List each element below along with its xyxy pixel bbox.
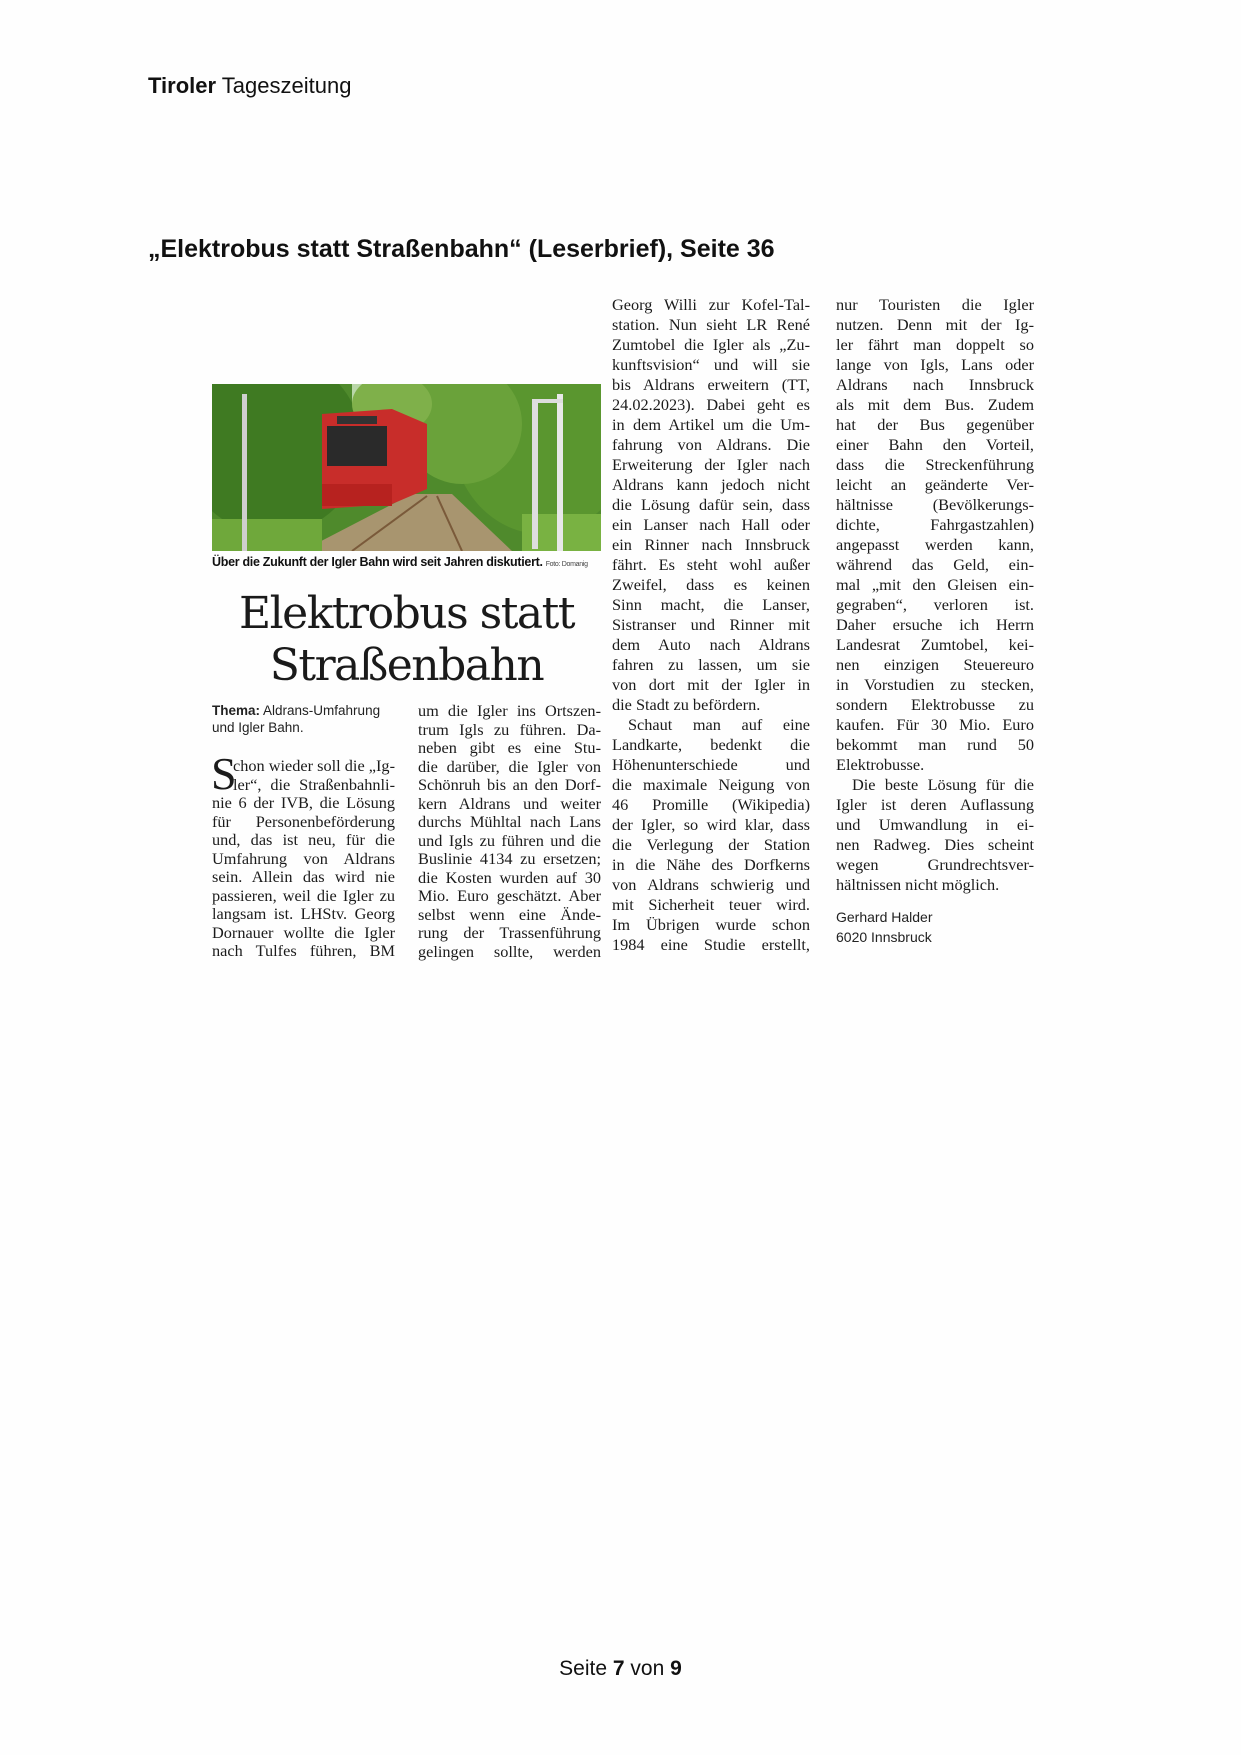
text-line: Die beste Lösung für die — [852, 775, 1034, 794]
total-pages: 9 — [670, 1657, 682, 1680]
text-line: leicht an geänderte Ver- — [836, 475, 1034, 494]
text-line: mit Sicherheit teuer wird. — [612, 895, 810, 914]
text-line: fahren zu lassen, um sie — [612, 655, 810, 674]
text-line: Aldrans kann jedoch nicht — [612, 475, 810, 494]
text-line: die Kosten wurden auf 30 — [418, 867, 601, 887]
text-line: lange von Igls, Lans oder — [836, 355, 1034, 374]
text-line: hältnissen nicht möglich. — [836, 875, 1000, 894]
text-line: nur Touristen die Igler — [836, 295, 1034, 314]
text-line: der Igler, so wird klar, dass — [612, 815, 810, 834]
text-line: kunftsvision“ und will sie — [612, 355, 810, 374]
text-line: 1984 eine Studie erstellt, — [612, 935, 810, 954]
headline-line-1: Elektrobus statt — [238, 588, 575, 639]
text-line: station. Nun sieht LR René — [612, 315, 810, 334]
article-photo-tram — [212, 384, 601, 551]
text-line: die darüber, die Igler von — [418, 756, 601, 776]
page-footer — [0, 1657, 1241, 1681]
page-of: von — [630, 1657, 665, 1680]
publication-name-rest: Tageszeitung — [221, 73, 352, 98]
text-line: in die Nähe des Dorfkerns — [612, 855, 810, 874]
text-line: bis Aldrans erweitern (TT, — [612, 375, 810, 394]
text-line: Umfahrung von Aldrans — [212, 848, 395, 868]
text-line: ein Lanser nach Hall oder — [612, 515, 810, 534]
current-page: 7 — [612, 1657, 625, 1680]
signature-name: Gerhard Halder — [836, 909, 933, 925]
text-line: während das Geld, ein- — [836, 555, 1034, 574]
text-line: Elektrobusse. — [836, 755, 925, 774]
publication-name-bold: Tiroler — [148, 73, 217, 98]
text-line: fährt. Es steht wohl außer — [612, 555, 810, 574]
text-line: Mio. Euro geschätzt. Aber — [418, 886, 601, 905]
text-line: Landesrat Zumtobel, kei- — [836, 635, 1034, 654]
text-line: nen einzigen Steuereuro — [836, 655, 1034, 674]
text-line: selbst wenn eine Ände- — [418, 904, 601, 924]
signature-place: 6020 Innsbruck — [836, 929, 932, 945]
text-line: als mit dem Bus. Zudem — [836, 395, 1034, 414]
clipping-title: „Elektrobus statt Straßenbahn“ (Leserbrief), Seite 36 — [148, 235, 775, 263]
text-line: hältnisse (Bevölkerungs- — [836, 495, 1034, 514]
text-line: ein Rinner nach Innsbruck — [612, 535, 810, 554]
text-line: wegen Grundrechtsver- — [836, 855, 1034, 874]
text-line: Zumtobel die Igler als „Zu- — [612, 335, 810, 354]
text-line: Daher ersuche ich Herrn — [836, 615, 1034, 634]
text-line: bekommt man rund 50 — [836, 735, 1034, 754]
text-line: für Personenbeförderung — [212, 811, 395, 831]
text-line: Dornauer wollte die Igler — [212, 922, 395, 942]
text-line: und Igls zu führen und die — [418, 830, 601, 850]
text-line: Schaut man auf eine — [628, 715, 810, 734]
text-line: Sinn macht, die Lanser, — [612, 595, 810, 614]
text-line: kaufen. Für 30 Mio. Euro — [836, 715, 1034, 734]
topic-label: Thema: — [212, 703, 261, 718]
text-line: Igler ist deren Auflassung — [836, 795, 1034, 814]
text-line: neben gibt es eine Stu- — [418, 738, 601, 757]
text-line: sondern Elektrobusse zu — [836, 695, 1034, 714]
text-line: Buslinie 4134 zu ersetzen; — [418, 849, 601, 868]
topic-text-1: Aldrans-Umfahrung — [263, 703, 381, 718]
text-line: angepasst werden kann, — [836, 535, 1034, 554]
text-line: dem Auto nach Aldrans — [612, 635, 810, 654]
drop-cap: S — [211, 748, 237, 799]
photo-caption — [212, 555, 601, 569]
text-line: Höhenunterschiede und — [612, 755, 810, 774]
text-line: in Vorstudien zu stecken, — [836, 675, 1034, 694]
text-line: nie 6 der IVB, die Lösung — [212, 793, 395, 812]
text-line: durchs Mühltal nach Lans — [418, 812, 601, 831]
text-line: von Aldrans schwierig und — [612, 875, 810, 894]
text-line: passieren, weil die Igler zu — [212, 885, 395, 905]
text-line: gegraben“, verloren ist. — [836, 595, 1034, 614]
text-line: und, das ist neu, für die — [212, 830, 395, 849]
article-column-2 — [418, 702, 601, 961]
text-line: Georg Willi zur Kofel-Tal- — [612, 295, 810, 314]
text-line: ler“, die Straßenbahnli- — [233, 774, 395, 794]
text-line: nutzen. Denn mit der Ig- — [836, 315, 1034, 334]
text-line: dass die Streckenführung — [836, 455, 1034, 474]
text-line: langsam ist. LHStv. Georg — [212, 904, 395, 923]
topic-note — [212, 702, 395, 736]
column-1-body — [211, 748, 395, 961]
headline-line-2: Straßenbahn — [269, 640, 544, 691]
text-line: kern Aldrans und weiter — [418, 793, 601, 813]
text-line: die Verlegung der Station — [612, 835, 810, 854]
text-line: sein. Allein das wird nie — [212, 867, 395, 886]
text-line: Schönruh bis an den Dorf- — [418, 775, 601, 794]
text-line: 46 Promille (Wikipedia) — [612, 795, 810, 814]
text-line: ler fährt man doppelt so — [836, 335, 1034, 354]
article-column-4 — [836, 295, 1034, 947]
text-line: Aldrans nach Innsbruck — [836, 375, 1034, 394]
text-line: Erweiterung der Igler nach — [612, 455, 810, 474]
text-line: Sistranser und Rinner mit — [612, 615, 810, 634]
text-line: um die Igler ins Ortszen- — [418, 701, 601, 720]
text-line: fahrung von Aldrans. Die — [612, 435, 810, 454]
text-line: mal „mit den Gleisen ein- — [836, 575, 1034, 594]
topic-text-2: und Igler Bahn. — [212, 720, 304, 735]
text-line: Landkarte, bedenkt die — [612, 735, 810, 754]
text-line: gelingen sollte, werden — [418, 941, 601, 961]
text-line: Zweifel, dass es keinen — [612, 575, 810, 594]
text-line: hat der Bus gegenüber — [836, 415, 1034, 434]
article-column-3 — [612, 295, 810, 955]
text-line: chon wieder soll die „Ig- — [233, 756, 395, 775]
letter-signature — [836, 907, 1034, 947]
text-line: in dem Artikel um die Um- — [612, 415, 810, 434]
article-column-1 — [212, 702, 395, 961]
text-line: die Lösung dafür sein, dass — [612, 495, 810, 514]
text-line: Im Übrigen wurde schon — [612, 915, 810, 934]
text-line: einer Bahn den Vorteil, — [836, 435, 1034, 454]
text-line: dichte, Fahrgastzahlen) — [836, 515, 1034, 534]
text-line: 24.02.2023). Dabei geht es — [612, 395, 810, 414]
publication-header — [148, 73, 351, 99]
text-line: und Umwandlung in ei- — [836, 815, 1034, 834]
text-line: die maximale Neigung von — [612, 775, 810, 794]
article-headline — [212, 588, 601, 692]
text-line: von dort mit der Igler in — [612, 675, 810, 694]
text-line: trum Igls zu führen. Da- — [418, 719, 601, 739]
text-line: nen Radweg. Dies scheint — [836, 835, 1034, 854]
text-line: rung der Trassenführung — [418, 923, 601, 942]
photo-credit: Foto: Domanig — [545, 561, 588, 568]
text-line: die Stadt zu befördern. — [612, 695, 761, 714]
caption-text: Über die Zukunft der Igler Bahn wird seit Jahren diskutiert. — [212, 555, 543, 569]
page-label: Seite — [559, 1657, 608, 1680]
text-line: nach Tulfes führen, BM — [212, 941, 395, 960]
